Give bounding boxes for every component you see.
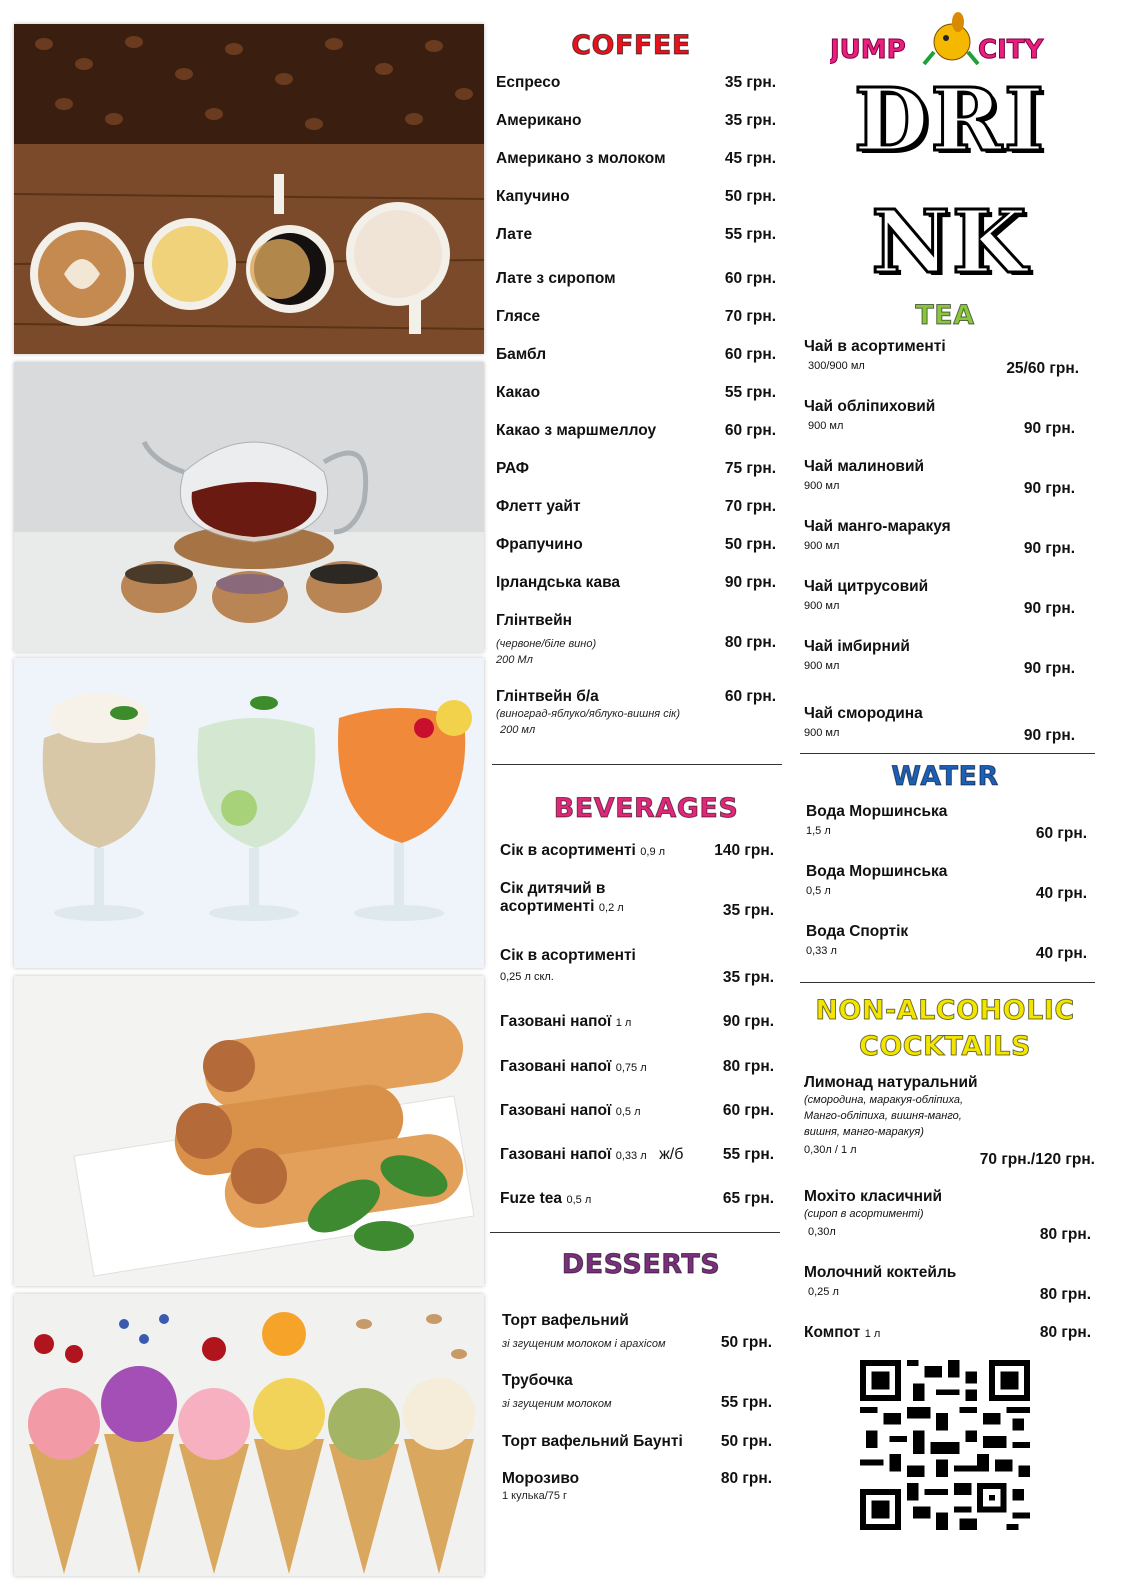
water-item-sportik <box>806 923 1091 962</box>
item-volume: 0,33 л <box>615 1150 647 1162</box>
item-price: 60 грн. <box>724 422 776 439</box>
item-name: Сік в асортименті <box>500 842 636 859</box>
item-volume: 300/900 мл <box>808 360 865 372</box>
item-price: 80 грн. <box>1039 1286 1091 1303</box>
pancake-rolls-photo <box>14 976 484 1286</box>
item-volume: 0,5 л <box>615 1106 641 1118</box>
item-name: Чай смородина <box>804 705 923 722</box>
item-name: РАФ <box>496 460 530 477</box>
menu-item-latte <box>496 226 786 244</box>
item-volume: 0,25 л скл. <box>500 971 554 983</box>
logo-image <box>830 8 1070 70</box>
item-price: 80 грн. <box>1039 1324 1091 1341</box>
item-volume: 900 мл <box>804 727 840 739</box>
item-price: 40 грн. <box>1035 885 1087 902</box>
item-price: 35 грн. <box>722 902 774 919</box>
logo-text-left: JUMP <box>830 35 906 65</box>
menu-item-cappuccino <box>496 188 786 206</box>
item-price: 45 грн. <box>724 150 776 167</box>
item-volume: 900 мл <box>804 660 840 672</box>
item-description: (червоне/біле вино) <box>496 638 597 650</box>
item-price: 50 грн. <box>720 1433 772 1450</box>
menu-item-americano <box>496 112 786 130</box>
menu-item-bumble <box>496 346 786 364</box>
menu-item-juice-small <box>500 947 790 986</box>
item-name: Fuze tea <box>500 1190 563 1207</box>
item-price: 50 грн. <box>720 1334 772 1351</box>
water-item-morshynska-large <box>806 803 1091 842</box>
item-price: 90 грн. <box>1023 660 1075 677</box>
item-volume: 900 мл <box>804 480 840 492</box>
item-description: зі згущеним молоком <box>502 1398 612 1410</box>
item-price: 80 грн. <box>724 634 776 651</box>
item-price: 55 грн. <box>722 1146 774 1163</box>
menu-item-frappuccino <box>496 536 786 554</box>
item-name: Чай цитрусовий <box>804 578 929 595</box>
cocktail-item-lemonade <box>804 1074 1095 1168</box>
item-description: (сироп в асортименті) <box>804 1208 924 1220</box>
item-description-line-2: Манго-обліпиха, вишня-манго, <box>804 1110 962 1122</box>
headline-line-1: DRI <box>853 70 1047 171</box>
item-name: Сік дитячий в <box>500 880 606 897</box>
item-name: Еспресо <box>496 74 561 91</box>
item-name: Газовані напої <box>500 1146 612 1163</box>
menu-item-gluhwein-non-alcoholic <box>496 688 786 738</box>
menu-item-gluhwein <box>496 612 786 668</box>
water-title: WATER <box>891 761 999 792</box>
right-menu-column <box>804 8 1110 1568</box>
menu-item-americano-milk <box>496 150 786 168</box>
cocktails-title <box>810 993 1080 1065</box>
item-description-line-1: (смородина, маракуя-обліпиха, <box>804 1094 964 1106</box>
item-name: Мохіто класичний <box>804 1188 943 1205</box>
item-name: Вода Моршинська <box>806 863 948 880</box>
item-price: 70 грн. <box>724 308 776 325</box>
item-description-line-3: вишня, манго-маракуя) <box>804 1126 924 1138</box>
menu-item-soda-1l <box>500 1013 790 1031</box>
item-volume: 0,5 л <box>566 1194 592 1206</box>
item-price: 55 грн. <box>724 226 776 243</box>
item-name: Чай обліпиховий <box>804 398 936 415</box>
item-name: Лимонад натуральний <box>804 1074 978 1091</box>
item-price: 90 грн. <box>724 574 776 591</box>
tea-item-ginger <box>804 638 1089 677</box>
divider <box>800 753 1095 754</box>
tea-pot-photo <box>14 362 484 652</box>
item-price: 60 грн. <box>1035 825 1087 842</box>
item-description: (виноград-яблуко/яблуко-вишня сік) <box>496 708 681 720</box>
menu-item-espresso <box>496 74 786 92</box>
item-price: 60 грн. <box>724 346 776 363</box>
item-name: Глінтвейн <box>496 612 572 629</box>
item-price: 80 грн. <box>1039 1226 1091 1243</box>
item-price: 60 грн. <box>724 688 776 705</box>
item-name: Сік в асортименті <box>500 947 636 964</box>
jump-city-logo <box>830 8 1070 70</box>
menu-item-ice-cream <box>502 1470 792 1504</box>
menu-item-soda-033l <box>500 1146 790 1164</box>
item-name: Ірландська кава <box>496 574 621 591</box>
cocktails-image <box>14 658 484 968</box>
item-description: зі згущеним молоком і арахісом <box>502 1338 666 1350</box>
item-price: 80 грн. <box>720 1470 772 1487</box>
item-name: Фрапучино <box>496 536 583 553</box>
item-name: Глінтвейн б/а <box>496 688 599 705</box>
item-price: 65 грн. <box>722 1190 774 1207</box>
item-price: 70 грн./120 грн. <box>979 1151 1095 1168</box>
item-name: Газовані напої <box>500 1013 612 1030</box>
menu-item-latte-syrup <box>496 270 786 288</box>
tea-item-currant <box>804 705 1089 744</box>
item-price: 55 грн. <box>724 384 776 401</box>
item-name: Компот <box>804 1324 861 1341</box>
item-volume: 0,25 л <box>808 1286 839 1298</box>
qr-code[interactable] <box>860 1360 1030 1530</box>
item-name: Бамбл <box>496 346 547 363</box>
menu-item-kids-juice <box>500 880 790 919</box>
beverages-title: BEVERAGES <box>553 793 739 824</box>
menu-item-irish-coffee <box>496 574 786 592</box>
menu-item-cocoa-marshmallow <box>496 422 786 440</box>
item-price: 90 грн. <box>1023 727 1075 744</box>
menu-item-tube <box>502 1372 792 1412</box>
divider <box>800 982 1095 983</box>
menu-item-glace <box>496 308 786 326</box>
water-item-morshynska-small <box>806 863 1091 902</box>
item-name: Чай манго-маракуя <box>804 518 951 535</box>
menu-item-juice-large <box>500 842 790 860</box>
item-name: Лате з сиропом <box>496 270 616 287</box>
item-price: 70 грн. <box>724 498 776 515</box>
item-volume: 0,30л <box>808 1226 836 1238</box>
item-name: Вода Спортік <box>806 923 909 940</box>
item-price: 140 грн. <box>714 842 774 859</box>
tea-item-mango-passionfruit <box>804 518 1089 557</box>
item-price: 90 грн. <box>1023 600 1075 617</box>
item-price: 35 грн. <box>724 112 776 129</box>
item-price: 60 грн. <box>722 1102 774 1119</box>
item-volume: 0,5 л <box>806 885 831 897</box>
item-price: 25/60 грн. <box>1006 360 1079 377</box>
desserts-title: DESSERTS <box>561 1249 721 1280</box>
middle-menu-column <box>496 20 794 1570</box>
item-price: 90 грн. <box>722 1013 774 1030</box>
item-name: Американо <box>496 112 582 129</box>
menu-item-soda-05l <box>500 1102 790 1120</box>
menu-item-soda-075l <box>500 1058 790 1076</box>
item-volume: 0,9 л <box>640 846 666 858</box>
item-price: 90 грн. <box>1023 480 1075 497</box>
item-volume: 0,75 л <box>615 1062 647 1074</box>
coffee-cups-photo <box>14 24 484 354</box>
item-name: Вода Моршинська <box>806 803 948 820</box>
item-volume: 0,33 л <box>806 945 837 957</box>
item-name: Молочний коктейль <box>804 1264 957 1281</box>
divider <box>490 1232 780 1233</box>
menu-item-wafer-cake <box>502 1312 792 1352</box>
item-volume: 900 мл <box>804 540 840 552</box>
menu-item-cocoa <box>496 384 786 402</box>
cocktails-title-line-2: COCKTAILS <box>859 1031 1031 1062</box>
menu-item-bounty-wafer-cake <box>502 1433 792 1451</box>
item-price: 50 грн. <box>724 188 776 205</box>
cocktail-item-milkshake <box>804 1264 1091 1303</box>
item-price: 50 грн. <box>724 536 776 553</box>
tea-item-raspberry <box>804 458 1089 497</box>
item-name: Американо з молоком <box>496 150 666 167</box>
item-description: 1 кулька/75 г <box>502 1490 568 1502</box>
item-volume: 1,5 л <box>806 825 831 837</box>
cocktails-title-line-1: NON-ALCOHOLIC <box>815 995 1075 1026</box>
item-volume: 1 л <box>864 1328 881 1340</box>
tea-item-sea-buckthorn <box>804 398 1089 437</box>
item-name: Торт вафельний <box>502 1312 629 1329</box>
item-name: Чай в асортименті <box>804 338 946 355</box>
menu-item-flat-white <box>496 498 786 516</box>
item-name: Флетт уайт <box>496 498 581 515</box>
ice-cream-image <box>14 1294 484 1576</box>
tea-item-assorted <box>804 338 1089 377</box>
tea-title: TEA <box>915 300 975 331</box>
menu-item-raf <box>496 460 786 478</box>
item-name: Чай імбирний <box>804 638 910 655</box>
item-can-label: ж/б <box>659 1146 684 1163</box>
item-price: 75 грн. <box>724 460 776 477</box>
item-volume: 0,30л / 1 л <box>804 1144 857 1156</box>
ice-cream-photo <box>14 1294 484 1576</box>
item-name: Какао з маршмеллоу <box>496 422 657 439</box>
tea-item-citrus <box>804 578 1089 617</box>
item-price: 90 грн. <box>1023 420 1075 437</box>
pancake-rolls-image <box>14 976 484 1286</box>
item-volume: 200 мл <box>500 724 536 736</box>
coffee-cups-image <box>14 24 484 354</box>
item-volume: 900 мл <box>808 420 844 432</box>
item-price: 40 грн. <box>1035 945 1087 962</box>
item-name: Капучино <box>496 188 570 205</box>
item-price: 80 грн. <box>722 1058 774 1075</box>
item-name: Чай малиновий <box>804 458 925 475</box>
item-volume: 0,2 л <box>598 902 624 914</box>
coffee-title: COFFEE <box>571 30 691 61</box>
item-name: Какао <box>496 384 541 401</box>
item-volume: 1 л <box>615 1017 632 1029</box>
cocktail-item-mojito <box>804 1188 1091 1243</box>
item-price: 90 грн. <box>1023 540 1075 557</box>
cocktail-item-compote <box>804 1324 1089 1342</box>
item-name: Газовані напої <box>500 1102 612 1119</box>
item-price: 55 грн. <box>720 1394 772 1411</box>
item-name-continued: асортименті <box>500 898 595 915</box>
item-volume: 900 мл <box>804 600 840 612</box>
item-price: 60 грн. <box>724 270 776 287</box>
item-price: 35 грн. <box>722 969 774 986</box>
qr-code-icon <box>860 1360 1030 1530</box>
item-name: Торт вафельний Баунті <box>502 1433 683 1450</box>
tea-pot-image <box>14 362 484 652</box>
item-volume: 200 Мл <box>496 654 533 666</box>
item-name: Морозиво <box>502 1470 580 1487</box>
divider <box>492 764 782 765</box>
item-name: Трубочка <box>502 1372 573 1389</box>
logo-text-right: CITY <box>978 35 1044 65</box>
item-name: Глясе <box>496 308 541 325</box>
item-name: Лате <box>496 226 533 243</box>
item-price: 35 грн. <box>724 74 776 91</box>
item-name: Газовані напої <box>500 1058 612 1075</box>
photo-column <box>14 16 484 1576</box>
headline-line-2: NK <box>871 192 1029 293</box>
menu-item-fuze-tea <box>500 1190 790 1208</box>
cocktails-photo <box>14 658 484 968</box>
